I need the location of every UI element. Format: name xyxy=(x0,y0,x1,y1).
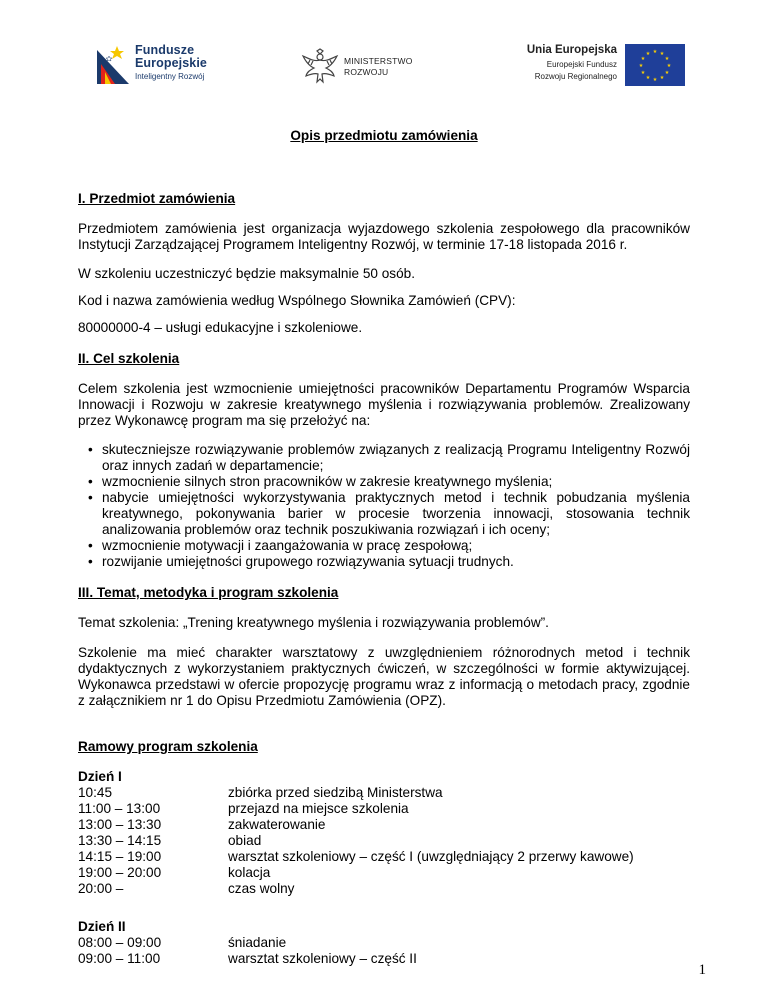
day-1-schedule xyxy=(78,769,690,897)
list-item: • skuteczniejsze rozwiązywanie problemów związanych z realizacją Programu Inteligentny Rozwój oraz innych zadań w departamencie; xyxy=(102,442,690,474)
section-3-paragraph-1: Temat szkolenia: „Trening kreatywnego myślenia i rozwiązywania problemów”. xyxy=(78,615,549,630)
section-1-paragraph-3: Kod i nazwa zamówienia według Wspólnego Słownika Zamówień (CPV): xyxy=(78,293,516,308)
section-2-paragraph-1: Celem szkolenia jest wzmocnienie umiejętności pracowników Departamentu Programów Wsparcia Innowacji i Rozwoju w zakresie kreatywnego myślenia i rozwiązywania problemów. Zrealizowany przez Wykonawcę program ma się przełożyć na: xyxy=(78,381,690,428)
schedule-desc: śniadanie xyxy=(228,935,287,950)
schedule-desc: zakwaterowanie xyxy=(228,817,326,832)
program-heading: Ramowy program szkolenia xyxy=(78,739,258,754)
section-3-paragraph-2: Szkolenie ma mieć charakter warsztatowy z uwzględnieniem różnorodnych metod i technik dydaktycznych z wykorzystaniem praktycznych ćwiczeń, w szczególności w formie aktywizującej. Wykonawca przedstawi w ofercie propozycję programu wraz z informacją o metodach pracy, zgodnie z załącznikiem nr 1 do Opisu Przedmiotu Zamówienia (OPZ). xyxy=(78,645,690,708)
schedule-time: 19:00 – 20:00 xyxy=(78,865,162,880)
svg-text:★: ★ xyxy=(638,63,644,69)
schedule-row xyxy=(78,817,690,833)
svg-text:★: ★ xyxy=(645,75,651,81)
schedule-desc: przejazd na miejsce szkolenia xyxy=(228,801,409,816)
schedule-row xyxy=(78,935,690,951)
day-2-label: Dzień II xyxy=(78,919,126,934)
day-1-label: Dzień I xyxy=(78,769,122,784)
schedule-desc: warsztat szkoleniowy – część II xyxy=(228,951,417,966)
schedule-desc: kolacja xyxy=(228,865,271,880)
section-1-paragraph-4: 80000000-4 – usługi edukacyjne i szkoleniowe. xyxy=(78,320,363,335)
svg-text:★: ★ xyxy=(645,51,651,57)
list-item: • wzmocnienie motywacji i zaangażowania w pracę zespołową; xyxy=(102,538,690,554)
day-2-schedule xyxy=(78,919,690,967)
schedule-row xyxy=(78,801,690,817)
fe-line1: Fundusze xyxy=(135,43,195,57)
fundusze-europejskie-logo xyxy=(95,44,207,86)
svg-text:★: ★ xyxy=(659,51,665,57)
svg-text:★: ★ xyxy=(659,75,665,81)
page-number: 1 xyxy=(698,962,706,978)
schedule-time: 20:00 – xyxy=(78,881,124,896)
schedule-row xyxy=(78,833,690,849)
eu-flag-icon xyxy=(625,44,685,86)
document-body xyxy=(78,126,690,967)
section-1-paragraph-2: W szkoleniu uczestniczyć będzie maksymalnie 50 osób. xyxy=(78,266,415,281)
schedule-row xyxy=(78,785,690,801)
header-logos xyxy=(95,44,685,94)
fe-line2: Europejskie xyxy=(135,56,207,71)
eagle-emblem-icon xyxy=(300,48,340,86)
schedule-desc: zbiórka przed siedzibą Ministerstwa xyxy=(228,785,443,800)
schedule-row xyxy=(78,865,690,881)
schedule-row xyxy=(78,849,690,865)
unia-europejska-logo xyxy=(527,44,685,86)
schedule-time: 08:00 – 09:00 xyxy=(78,935,162,950)
eu-line2: Europejski Fundusz xyxy=(546,60,617,70)
list-item: • wzmocnienie silnych stron pracowników w zakresie kreatywnego myślenia; xyxy=(102,474,690,490)
schedule-time: 13:30 – 14:15 xyxy=(78,833,162,848)
ministry-line1: MINISTERSTWO xyxy=(344,56,413,67)
list-item: • nabycie umiejętności wykorzystywania praktycznych metod i technik pobudzania myślenia kreatywnego, pokonywania barier w procesie tworzenia innowacji, stosowania technik analizowania problemów oraz technik poszukiwania rozwiązań i ich oceny; xyxy=(102,490,690,538)
document-title: Opis przedmiotu zamówienia xyxy=(290,128,478,143)
schedule-row xyxy=(78,951,690,967)
svg-text:★: ★ xyxy=(666,63,672,69)
fe-line3: Inteligentny Rozwój xyxy=(135,72,205,82)
schedule-time: 09:00 – 11:00 xyxy=(78,951,161,966)
section-3-heading: III. Temat, metodyka i program szkolenia xyxy=(78,585,339,600)
section-1-paragraph-1: Przedmiotem zamówienia jest organizacja wyjazdowego szkolenia zespołowego dla pracowników Instytucji Zarządzającej Programem Inteligentny Rozwój, w terminie 17-18 listopada 2016 r. xyxy=(78,221,690,252)
schedule-time: 14:15 – 19:00 xyxy=(78,849,162,864)
svg-text:★: ★ xyxy=(664,70,670,76)
svg-text:★: ★ xyxy=(664,56,670,62)
svg-text:★: ★ xyxy=(640,70,646,76)
svg-text:★: ★ xyxy=(640,56,646,62)
eu-line3: Rozwoju Regionalnego xyxy=(534,72,617,82)
schedule-desc: warsztat szkoleniowy – część I (uwzględniający 2 przerwy kawowe) xyxy=(228,849,634,864)
fundusze-europejskie-emblem-icon xyxy=(95,44,131,86)
ministerstwo-rozwoju-logo xyxy=(300,48,413,86)
schedule-time: 13:00 – 13:30 xyxy=(78,817,162,832)
schedule-desc: obiad xyxy=(228,833,262,848)
section-2-bullet-list xyxy=(78,442,690,570)
section-1-heading: I. Przedmiot zamówienia xyxy=(78,191,236,206)
schedule-row xyxy=(78,881,690,897)
list-item: • rozwijanie umiejętności grupowego rozwiązywania sytuacji trudnych. xyxy=(102,554,690,570)
svg-text:★: ★ xyxy=(652,77,658,83)
ministry-line2: ROZWOJU xyxy=(344,67,389,77)
svg-text:★: ★ xyxy=(652,49,658,55)
schedule-desc: czas wolny xyxy=(228,881,295,896)
section-2-heading: II. Cel szkolenia xyxy=(78,351,180,366)
eu-line1: Unia Europejska xyxy=(526,44,617,56)
schedule-time: 10:45 xyxy=(78,785,113,800)
schedule-time: 11:00 – 13:00 xyxy=(78,801,161,816)
